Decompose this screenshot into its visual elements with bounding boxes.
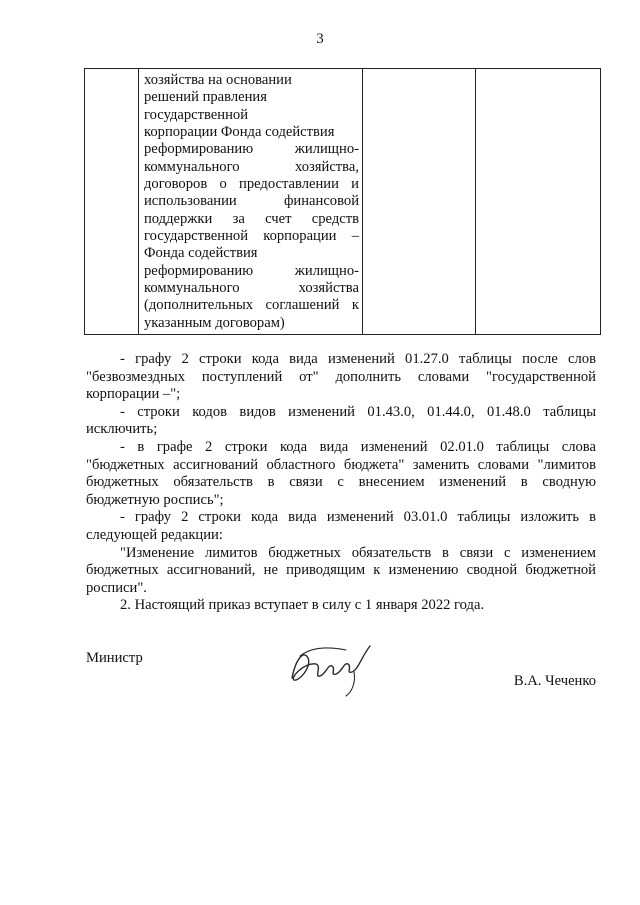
text-line: "бюджетных ассигнований областного бюджета" заменить словами "лимитов bbox=[86, 456, 596, 473]
text-line: "Изменение лимитов бюджетных обязательств в связи с изменением bbox=[120, 544, 596, 561]
paragraph bbox=[86, 545, 596, 598]
table-cell-number bbox=[85, 69, 139, 335]
text-line: - строки кодов видов изменений 01.43.0, 01.44.0, 01.48.0 таблицы bbox=[120, 403, 596, 420]
cell-line: коммунального хозяйства, bbox=[144, 158, 359, 175]
paragraph bbox=[86, 597, 596, 615]
text-line: следующей редакции: bbox=[86, 526, 223, 543]
text-line: росписи". bbox=[86, 579, 147, 596]
text-line: - в графе 2 строки кода вида изменений 02.01.0 таблицы слова bbox=[120, 438, 596, 455]
signer-title: Министр bbox=[86, 650, 143, 666]
text-line: 2. Настоящий приказ вступает в силу с 1 января 2022 года. bbox=[120, 597, 485, 614]
signer-name: В.А. Чеченко bbox=[513, 673, 596, 689]
text-line: бюджетных обязательств в связи с внесением изменений в сводную bbox=[86, 474, 596, 491]
cell-line: реформированию жилищно- bbox=[144, 141, 359, 158]
cell-line: реформированию жилищно- bbox=[144, 262, 359, 279]
text-line: "безвозмездных поступлений от" дополнить словами "государственной bbox=[86, 368, 596, 385]
cell-line: поддержки за счет средств bbox=[144, 210, 359, 227]
page-number: 3 bbox=[316, 31, 324, 47]
cell-line: государственной корпорации – bbox=[144, 228, 359, 245]
text-line: корпорации –"; bbox=[86, 386, 181, 403]
cell-line: корпорации Фонда содействия bbox=[144, 124, 335, 141]
text-line: - графу 2 строки кода вида изменений 01.27.0 таблицы после слов bbox=[120, 351, 596, 367]
cell-line: использовании финансовой bbox=[144, 193, 359, 210]
table-row bbox=[85, 69, 601, 335]
order-text bbox=[86, 351, 596, 615]
text-line: - графу 2 строки кода вида изменений 03.01.0 таблицы изложить в bbox=[120, 509, 596, 526]
cell-line: государственной bbox=[144, 106, 249, 123]
cell-line: Фонда содействия bbox=[144, 245, 258, 262]
continuation-table bbox=[84, 68, 601, 335]
table-cell-4 bbox=[476, 69, 601, 335]
cell-line: договоров о предоставлении и bbox=[144, 176, 359, 193]
table-cell-3 bbox=[363, 69, 476, 335]
cell-line: хозяйства на основании bbox=[144, 72, 292, 88]
cell-line: решений правления bbox=[144, 89, 267, 106]
paragraph bbox=[86, 404, 596, 439]
paragraph bbox=[86, 439, 596, 509]
paragraph bbox=[86, 351, 596, 404]
cell-line: (дополнительных соглашений к bbox=[144, 297, 359, 314]
paragraph bbox=[86, 509, 596, 544]
cell-text bbox=[144, 72, 359, 332]
cell-line: указанным договорам) bbox=[144, 314, 285, 331]
cell-line: коммунального хозяйства bbox=[144, 280, 359, 297]
signature-block bbox=[86, 646, 596, 706]
text-line: бюджетную роспись"; bbox=[86, 491, 224, 508]
handwritten-signature bbox=[286, 638, 376, 698]
text-line: бюджетных ассигнований, не приводящим к изменению сводной бюджетной bbox=[86, 562, 596, 579]
table-cell-description bbox=[139, 69, 363, 335]
text-line: исключить; bbox=[86, 421, 158, 438]
